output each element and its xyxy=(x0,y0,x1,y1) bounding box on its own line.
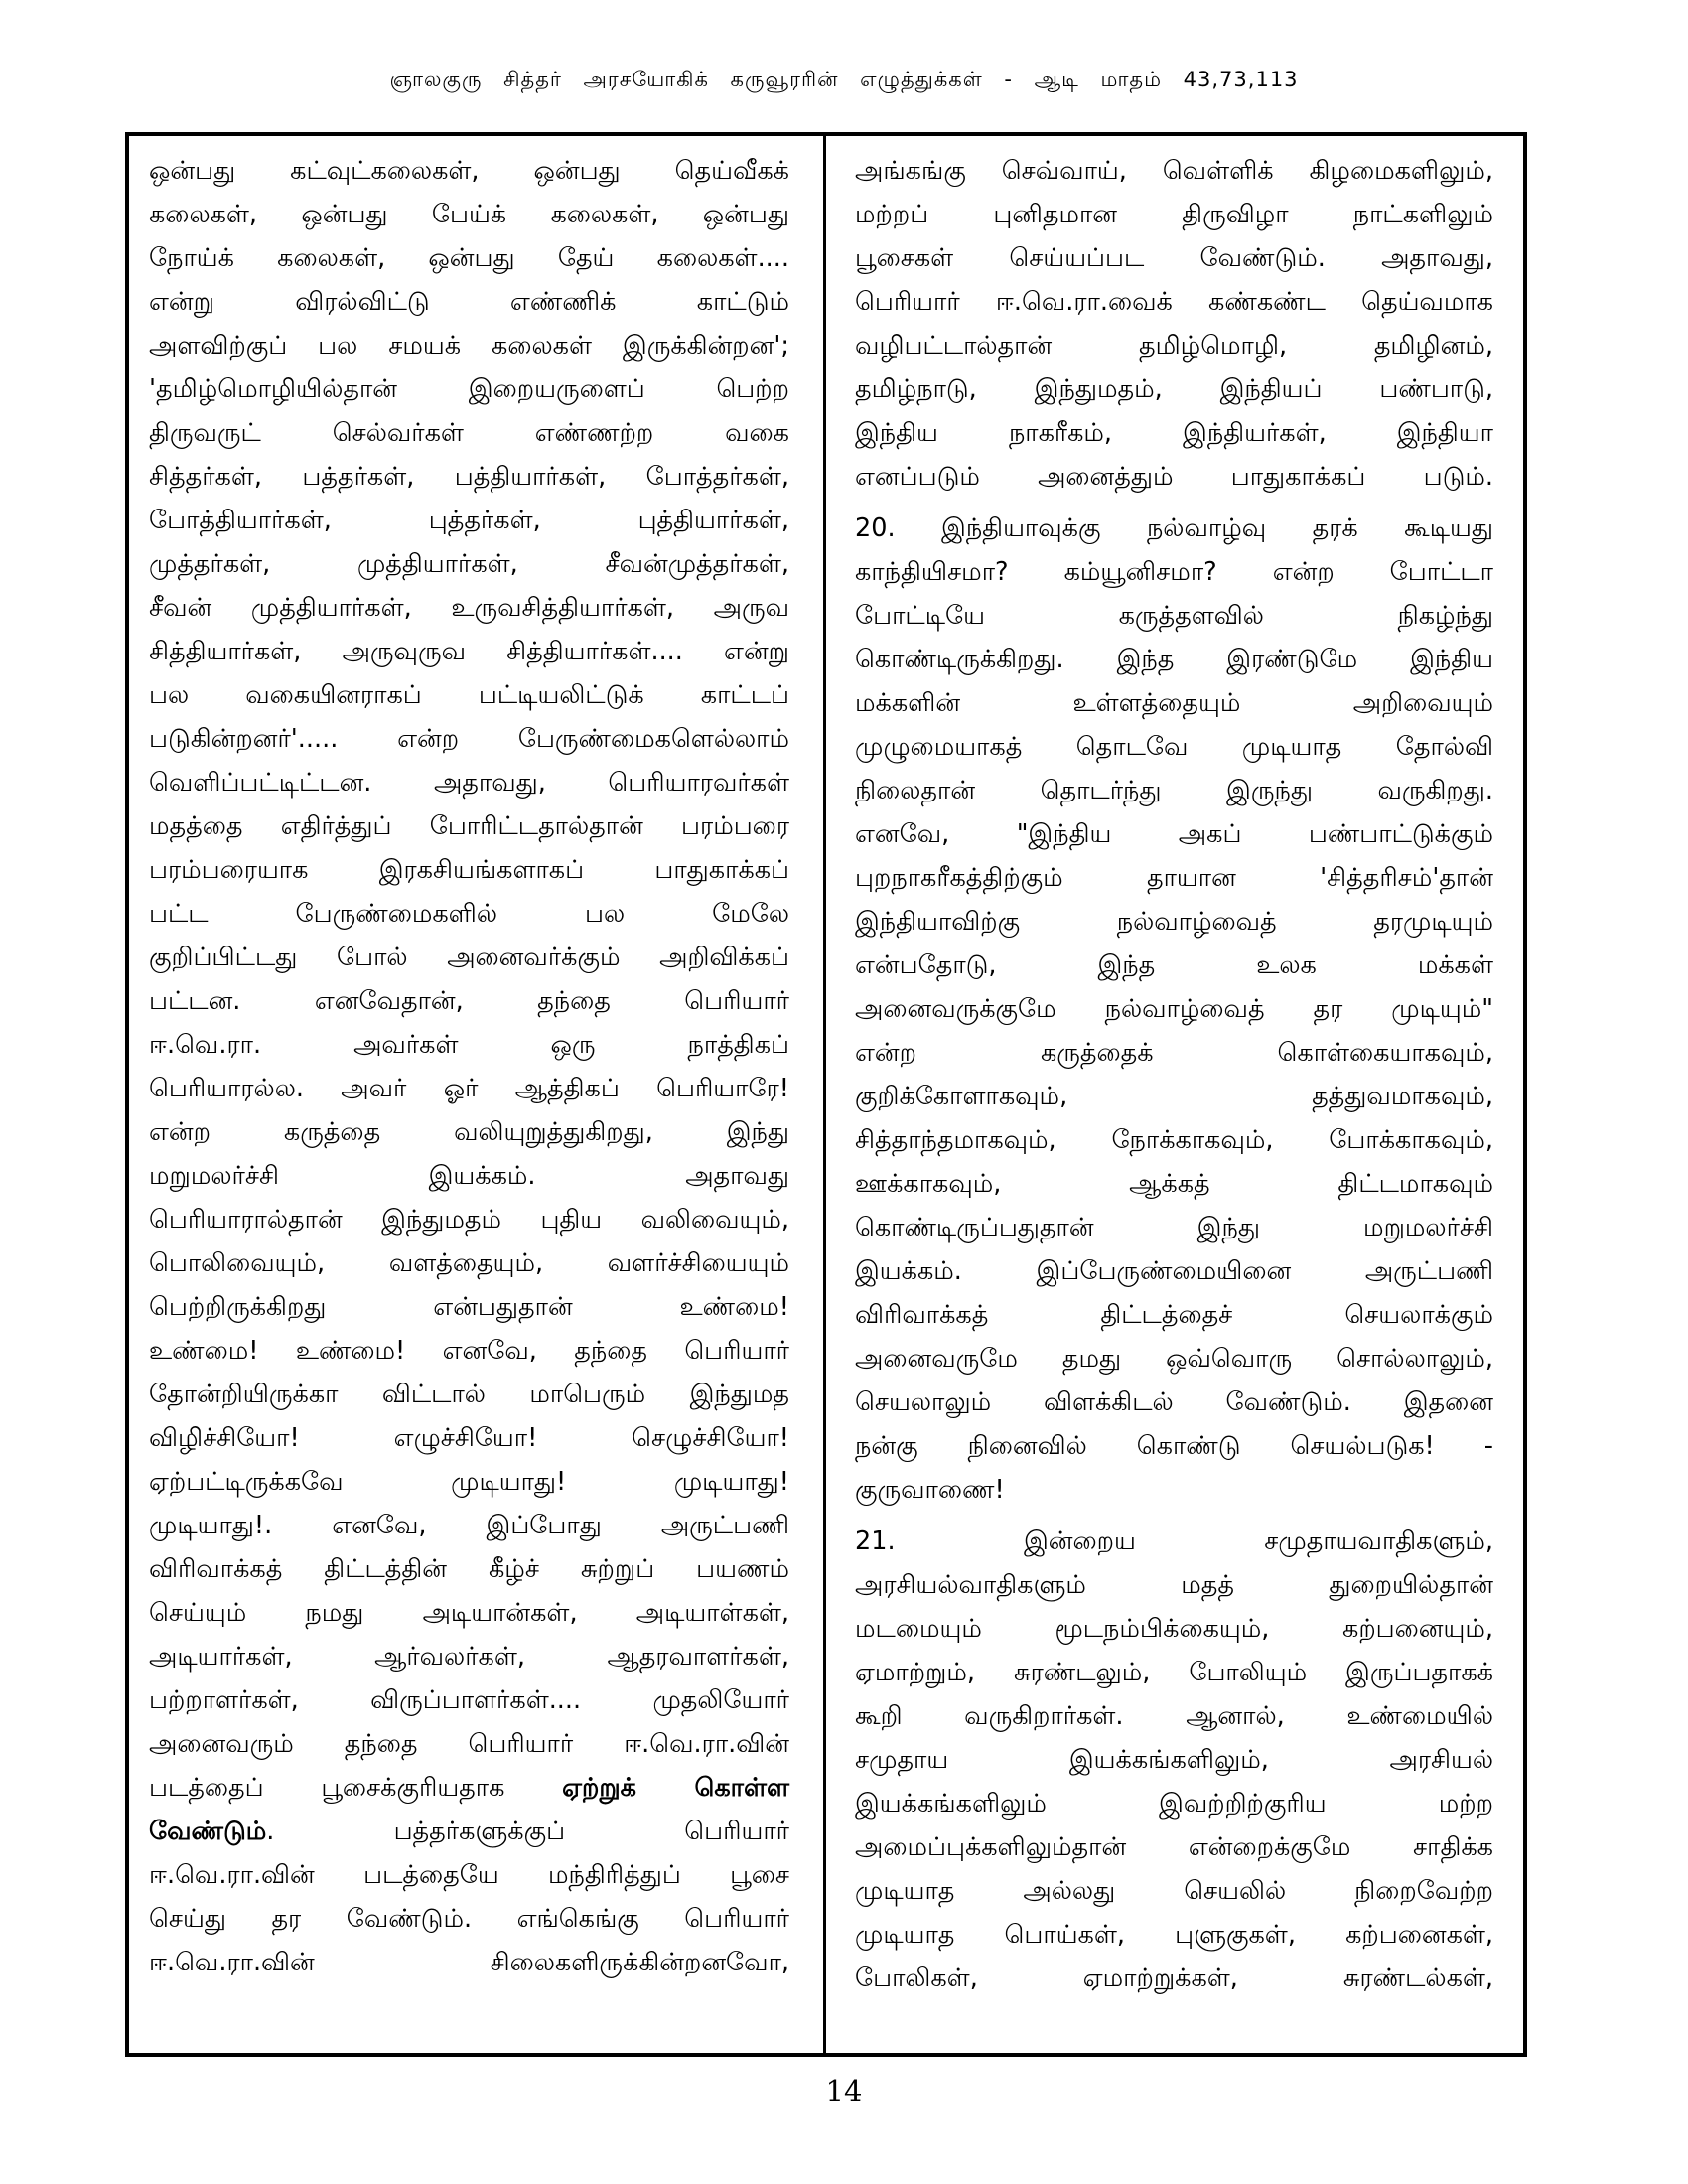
text-line: 20. இந்தியாவுக்கு நல்வாழ்வு தரக் கூடியது xyxy=(855,513,1493,543)
text-line: பெரியாரால்தான் இந்துமதம் புதிய வலிவையும், xyxy=(149,1205,789,1235)
text-line: என்பதோடு, இந்த உலக மக்கள் xyxy=(855,950,1493,980)
text-line: அனைவரும் தந்தை பெரியார் ஈ.வெ.ரா.வின் xyxy=(149,1729,789,1759)
paragraph-20 xyxy=(855,507,1493,1512)
text-line: புறநாகரீகத்திற்கும் தாயான 'சித்தரிசம்'தான் xyxy=(855,863,1493,893)
text-line: எனப்படும் அனைத்தும் பாதுகாக்கப் படும். xyxy=(855,462,1493,492)
right-column xyxy=(855,149,1493,2000)
text-line: அரசியல்வாதிகளும் மதத் துறையில்தான் xyxy=(855,1570,1493,1600)
paragraph xyxy=(855,149,1493,499)
paragraph-21 xyxy=(855,1520,1493,2000)
text-line: போட்டியே கருத்தளவில் நிகழ்ந்து xyxy=(855,601,1493,631)
text-line: தோன்றியிருக்கா விட்டால் மாபெரும் இந்துமத xyxy=(149,1380,789,1409)
text-line: குறிக்கோளாகவும், தத்துவமாகவும், xyxy=(855,1082,1493,1111)
text-line: வெளிப்பட்டிட்டன. அதாவது, பெரியாரவர்கள் xyxy=(149,768,789,798)
text-line-with-bold xyxy=(149,1766,789,1810)
text-line: என்ற கருத்தை வலியுறுத்துகிறது, இந்து xyxy=(149,1117,789,1147)
text-line: விழிச்சியோ! எழுச்சியோ! செழுச்சியோ! xyxy=(149,1423,789,1453)
text-line: பெரியாரல்ல. அவர் ஓர் ஆத்திகப் பெரியாரே! xyxy=(149,1074,789,1103)
bold-phrase: வேண்டும் xyxy=(149,1817,267,1846)
text-line: பூசைகள் செய்யப்பட வேண்டும். அதாவது, xyxy=(855,243,1493,273)
text-line: பல வகையினராகப் பட்டியலிட்டுக் காட்டப் xyxy=(149,680,789,710)
text-line: கொண்டிருப்பதுதான் இந்து மறுமலர்ச்சி xyxy=(855,1213,1493,1242)
text-line: பெரியார் ஈ.வெ.ரா.வைக் கண்கண்ட தெய்வமாக xyxy=(855,287,1493,317)
text-line: போலிகள், ஏமாற்றுக்கள், சுரண்டல்கள், xyxy=(855,1964,1493,1993)
text-line: பொலிவையும், வளத்தையும், வளர்ச்சியையும் xyxy=(149,1248,789,1278)
text-line: அடியார்கள், ஆர்வலர்கள், ஆதரவாளர்கள், xyxy=(149,1642,789,1672)
text-line: இயக்கம். இப்பேருண்மையினை அருட்பணி xyxy=(855,1256,1493,1286)
text-line: மடமையும் மூடநம்பிக்கையும், கற்பனையும், xyxy=(855,1614,1493,1644)
text-line: சித்தர்கள், பத்தர்கள், பத்தியார்கள், போத்தர்கள், xyxy=(149,462,789,492)
text-line: இயக்கங்களிலும் இவற்றிற்குரிய மற்ற xyxy=(855,1789,1493,1819)
text-line: மற்றப் புனிதமான திருவிழா நாட்களிலும் xyxy=(855,200,1493,229)
text-line: முழுமையாகத் தொடவே முடியாத தோல்வி xyxy=(855,732,1493,762)
text-line: 21. இன்றைய சமுதாயவாதிகளும், xyxy=(855,1527,1493,1556)
text-line: கொண்டிருக்கிறது. இந்த இரண்டுமே இந்திய xyxy=(855,645,1493,674)
text-line: ஈ.வெ.ரா.வின் படத்தையே மந்திரித்துப் பூசை xyxy=(149,1860,789,1890)
text-line: சித்தாந்தமாகவும், நோக்காகவும், போக்காகவும், xyxy=(855,1125,1493,1155)
left-column xyxy=(149,149,789,1984)
running-header: ஞாலகுரு சித்தர் அரசயோகிக் கருவூரரின் எழுத்துக்கள் - ஆடி மாதம் 43,73,113 xyxy=(389,68,1299,91)
text-line: அனைவருக்குமே நல்வாழ்வைத் தர முடியும்" xyxy=(855,994,1493,1024)
text-line: படுகின்றனர்'..... என்ற பேருண்மைகளெல்லாம் xyxy=(149,724,789,754)
text-line: அமைப்புக்களிலும்தான் என்றைக்குமே சாதிக்க xyxy=(855,1832,1493,1862)
text-line-with-bold xyxy=(149,1810,789,1853)
text-line: குருவாணை! xyxy=(855,1475,1005,1505)
column-divider xyxy=(823,132,826,2057)
text-line: நிலைதான் தொடர்ந்து இருந்து வருகிறது. xyxy=(855,776,1493,805)
text-line: பற்றாளர்கள், விருப்பாளர்கள்.... முதலியோர் xyxy=(149,1685,789,1715)
text-line: திருவருட் செல்வர்கள் எண்ணற்ற வகை xyxy=(149,418,789,448)
text-line: எனவே, "இந்திய அகப் பண்பாட்டுக்கும் xyxy=(855,819,1493,849)
text-line: பரம்பரையாக இரகசியங்களாகப் பாதுகாக்கப் xyxy=(149,855,789,885)
text-line: விரிவாக்கத் திட்டத்தின் கீழ்ச் சுற்றுப் பயணம் xyxy=(149,1554,789,1584)
text-line: பெற்றிருக்கிறது என்பதுதான் உண்மை! xyxy=(149,1292,789,1322)
bold-phrase: ஏற்றுக் கொள்ள xyxy=(562,1773,789,1803)
text-line: என்ற கருத்தைக் கொள்கையாகவும், xyxy=(855,1038,1493,1068)
text-line: பட்டன. எனவேதான், தந்தை பெரியார் xyxy=(149,986,789,1016)
text-line: மறுமலர்ச்சி இயக்கம். அதாவது xyxy=(149,1161,789,1191)
text-line: முடியாத பொய்கள், புளுகுகள், கற்பனைகள், xyxy=(855,1920,1493,1950)
text-line: காந்தியிசமா? கம்யூனிசமா? என்ற போட்டா xyxy=(855,557,1493,587)
text-line: ஏற்பட்டிருக்கவே முடியாது! முடியாது! xyxy=(149,1467,789,1497)
text-line: இந்தியாவிற்கு நல்வாழ்வைத் தரமுடியும் xyxy=(855,907,1493,937)
text-line: நன்கு நினைவில் கொண்டு செயல்படுக! - xyxy=(855,1431,1493,1461)
text-run: . பத்தர்களுக்குப் பெரியார் xyxy=(266,1817,789,1846)
text-line: ஒன்பது கட்வுட்கலைகள், ஒன்பது தெய்வீகக் xyxy=(149,156,789,186)
text-line: போத்தியார்கள், புத்தர்கள், புத்தியார்கள், xyxy=(149,506,789,535)
text-line: மதத்தை எதிர்த்துப் போரிட்டதால்தான் பரம்பரை xyxy=(149,811,789,841)
text-line: செயலாலும் விளக்கிடல் வேண்டும். இதனை xyxy=(855,1387,1493,1417)
text-line: வழிபட்டால்தான் தமிழ்மொழி, தமிழினம், xyxy=(855,331,1493,361)
text-line: ஊக்காகவும், ஆக்கத் திட்டமாகவும் xyxy=(855,1169,1493,1199)
text-run: படத்தைப் பூசைக்குரியதாக xyxy=(149,1773,563,1803)
page-number: 14 xyxy=(825,2074,863,2108)
text-line: 'தமிழ்மொழியில்தான் இறையருளைப் பெற்ற xyxy=(149,374,789,404)
text-line: சீவன் முத்தியார்கள், உருவசித்தியார்கள், அருவ xyxy=(149,593,789,623)
text-line: மக்களின் உள்ளத்தையும் அறிவையும் xyxy=(855,688,1493,718)
text-line: சித்தியார்கள், அருவுருவ சித்தியார்கள்.... என்று xyxy=(149,637,789,666)
text-line: ஏமாற்றும், சுரண்டலும், போலியும் இருப்பதாகக் xyxy=(855,1658,1493,1687)
text-line: இந்திய நாகரீகம், இந்தியர்கள், இந்தியா xyxy=(855,418,1493,448)
text-line: செய்யும் நமது அடியான்கள், அடியாள்கள், xyxy=(149,1598,789,1628)
text-line: செய்து தர வேண்டும். எங்கெங்கு பெரியார் xyxy=(149,1904,789,1934)
text-line: ஈ.வெ.ரா.வின் சிலைகளிருக்கின்றனவோ, xyxy=(149,1948,789,1977)
text-line: சமுதாய இயக்கங்களிலும், அரசியல் xyxy=(855,1745,1493,1775)
text-line: பட்ட பேருண்மைகளில் பல மேலே xyxy=(149,899,789,929)
text-line: ஈ.வெ.ரா. அவர்கள் ஒரு நாத்திகப் xyxy=(149,1030,789,1060)
text-line: விரிவாக்கத் திட்டத்தைச் செயலாக்கும் xyxy=(855,1300,1493,1330)
text-line: குறிப்பிட்டது போல் அனைவர்க்கும் அறிவிக்கப் xyxy=(149,943,789,972)
text-line: அளவிற்குப் பல சமயக் கலைகள் இருக்கின்றன'; xyxy=(149,331,789,361)
text-line: உண்மை! உண்மை! எனவே, தந்தை பெரியார் xyxy=(149,1336,789,1366)
text-line: கூறி வருகிறார்கள். ஆனால், உண்மையில் xyxy=(855,1701,1493,1731)
text-line: அனைவருமே தமது ஒவ்வொரு சொல்லாலும், xyxy=(855,1344,1493,1374)
text-line: முடியாத அல்லது செயலில் நிறைவேற்ற xyxy=(855,1876,1493,1906)
text-line: அங்கங்கு செவ்வாய், வெள்ளிக் கிழமைகளிலும், xyxy=(855,156,1493,186)
text-line: நோய்க் கலைகள், ஒன்பது தேய் கலைகள்.... xyxy=(149,243,789,273)
text-line: முத்தர்கள், முத்தியார்கள், சீவன்முத்தர்கள், xyxy=(149,549,789,579)
text-line: முடியாது!. எனவே, இப்போது அருட்பணி xyxy=(149,1511,789,1540)
text-line: கலைகள், ஒன்பது பேய்க் கலைகள், ஒன்பது xyxy=(149,200,789,229)
text-line: தமிழ்நாடு, இந்துமதம், இந்தியப் பண்பாடு, xyxy=(855,374,1493,404)
text-line: என்று விரல்விட்டு எண்ணிக் காட்டும் xyxy=(149,287,789,317)
